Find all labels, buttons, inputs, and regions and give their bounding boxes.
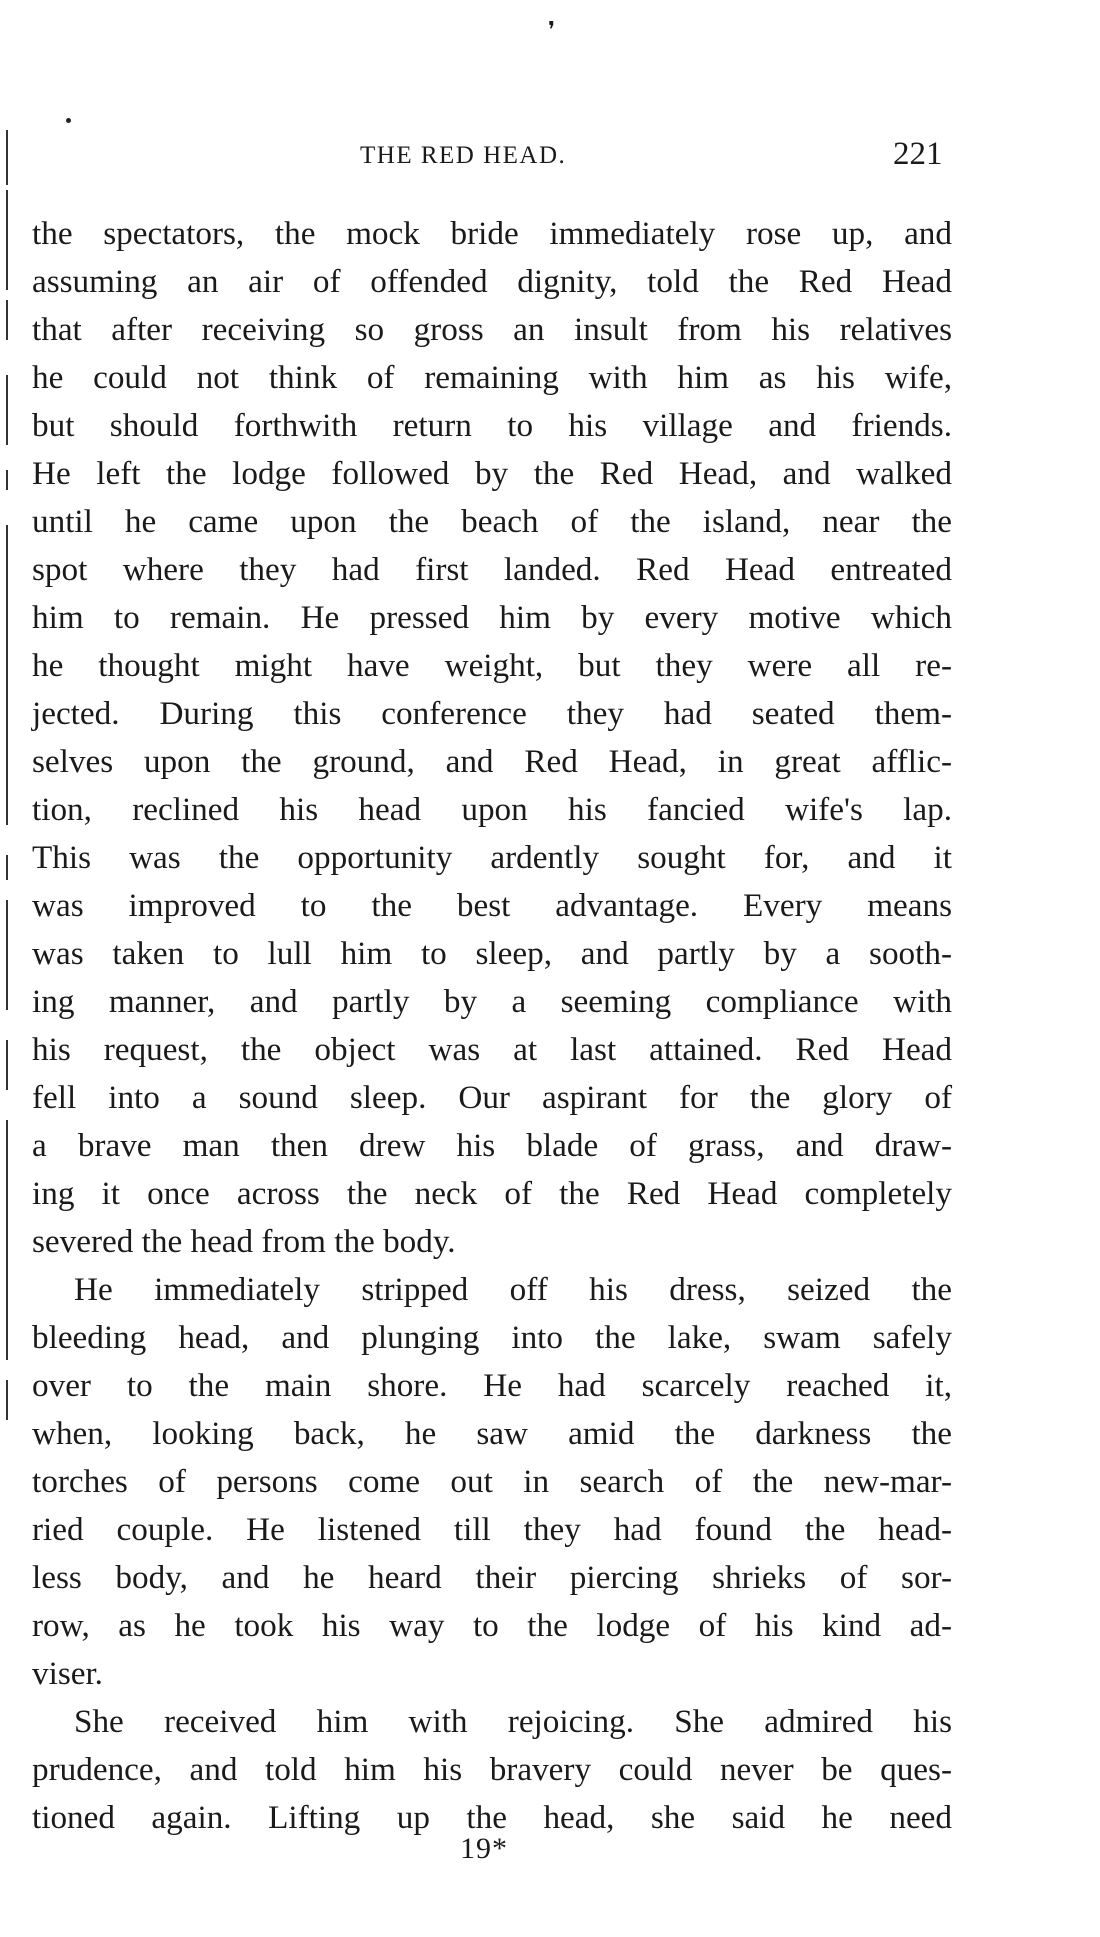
signature-mark: 19* [460,1832,508,1865]
paragraph [32,210,952,1266]
margin-mark [6,1040,8,1090]
text-line: the spectators, the mock bride immediately rose up, and [32,215,952,252]
text-line: fell into a sound sleep. Our aspirant for the glory of [32,1079,952,1116]
text-line: that after receiving so gross an insult from his relatives [32,311,952,348]
paragraph-continued [32,1746,952,1842]
text-line: ing it once across the neck of the Red Head completely [32,1175,952,1212]
text-line: was taken to lull him to sleep, and partly by a sooth- [32,935,952,972]
margin-mark [6,300,8,340]
text-line: he could not think of remaining with him as his wife, [32,359,952,396]
text-line: was improved to the best advantage. Every means [32,887,952,924]
text-line: over to the main shore. He had scarcely reached it, [32,1367,952,1404]
running-title: THE RED HEAD. [360,142,567,169]
paragraph [32,1266,952,1314]
text-line: he thought might have weight, but they were all re- [32,647,952,684]
text-line: when, looking back, he saw amid the darkness the [32,1415,952,1452]
text-line: severed the head from the body. [32,1223,456,1260]
body-text [32,210,952,1842]
text-line: until he came upon the beach of the island, near the [32,503,952,540]
text-line: This was the opportunity ardently sought for, and it [32,839,952,876]
margin-mark [6,190,8,290]
paragraph-continued [32,1314,952,1698]
text-line: his request, the object was at last attained. Red Head [32,1031,952,1068]
page-number: 221 [893,136,943,172]
text-line: row, as he took his way to the lodge of his kind ad- [32,1607,952,1644]
text-line: selves upon the ground, and Red Head, in great afflic- [32,743,952,780]
text-line: him to remain. He pressed him by every motive which [32,599,952,636]
text-line: viser. [32,1655,103,1692]
ink-dot [66,118,71,123]
text-line: spot where they had first landed. Red Head entreated [32,551,952,588]
text-line: prudence, and told him his bravery could never be ques- [32,1751,952,1788]
text-line: jected. During this conference they had seated them- [32,695,952,732]
running-header [0,136,1100,176]
margin-mark [6,375,8,445]
text-line: He immediately stripped off his dress, seized the [74,1271,952,1308]
margin-mark [6,525,8,825]
text-line: but should forthwith return to his village and friends. [32,407,952,444]
text-line: less body, and he heard their piercing shrieks of sor- [32,1559,952,1596]
paragraph [32,1698,952,1746]
text-line: He left the lodge followed by the Red Head, and walked [32,455,952,492]
margin-mark [6,470,8,490]
margin-mark [6,1380,8,1420]
text-line: ing manner, and partly by a seeming compliance with [32,983,952,1020]
text-line: She received him with rejoicing. She admired his [74,1703,952,1740]
text-line: ried couple. He listened till they had found the head- [32,1511,952,1548]
text-line: a brave man then drew his blade of grass, and draw- [32,1127,952,1164]
text-line: torches of persons come out in search of the new-mar- [32,1463,952,1500]
text-line: bleeding head, and plunging into the lake, swam safely [32,1319,952,1356]
text-line: tion, reclined his head upon his fancied wife's lap. [32,791,952,828]
margin-mark [6,900,8,1010]
text-line: assuming an air of offended dignity, told the Red Head [32,263,952,300]
text-line: tioned again. Lifting up the head, she said he need [32,1799,952,1836]
margin-mark [6,855,8,880]
top-ink-mark: ❜ [548,18,556,43]
margin-mark [6,1120,8,1360]
